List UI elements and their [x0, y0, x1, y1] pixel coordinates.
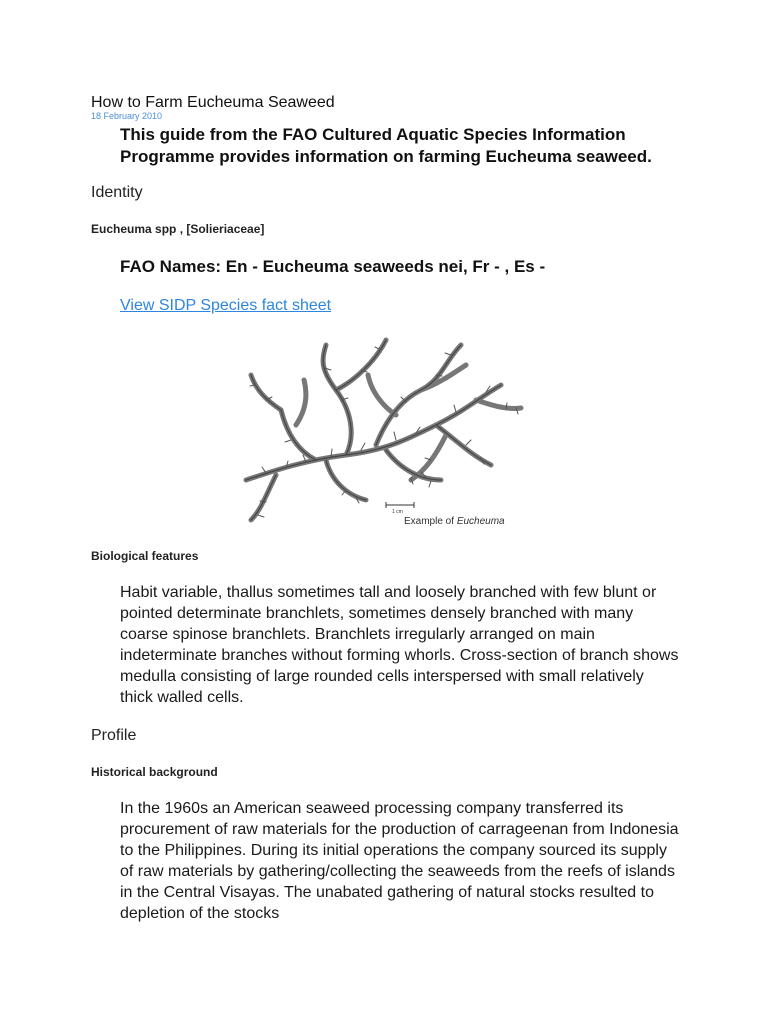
profile-heading: Profile — [91, 727, 137, 744]
article-title: How to Farm Eucheuma Seaweed — [91, 94, 335, 111]
article-lead: This guide from the FAO Cultured Aquatic Species Information Programme provides information on farming Eucheuma seaweed. — [120, 125, 652, 166]
identity-heading: Identity — [91, 184, 143, 201]
caption-species: Eucheuma — [456, 516, 505, 527]
sidp-fact-sheet-link[interactable]: View SIDP Species fact sheet — [120, 297, 332, 314]
caption-prefix: Example of — [404, 516, 455, 527]
historical-background-text: In the 1960s an American seaweed processing company transferred its procurement of raw materials for the production of carrageenan from Indonesia to the Philippines. During its initial operations the company sourced its supply of raw materials by gathering/collecting the seaweeds from the reefs of islands in the Central Visayas. The unabated gathering of natural stocks resulted to depletion of the stocks — [120, 800, 679, 922]
biological-features-text: Habit variable, thallus sometimes tall and loosely branched with few blunt or pointed determinate branchlets, sometimes densely branched with many coarse spinose branchlets. Branchlets irregularly arranged on main indeterminate branches without forming whorls. Cross-section of branch shows medulla consisting of large rounded cells interspersed with small relatively thick walled cells. — [120, 584, 679, 706]
figure-caption — [404, 516, 505, 527]
biological-features-heading: Biological features — [91, 549, 199, 563]
species-name: Eucheuma spp , [Solieriaceae] — [91, 222, 265, 236]
historical-background-heading: Historical background — [91, 765, 218, 779]
scale-label: 1 cm — [392, 509, 403, 515]
article-date: 18 February 2010 — [91, 111, 163, 121]
eucheuma-illustration — [236, 330, 528, 535]
fao-names: FAO Names: En - Eucheuma seaweeds nei, Fr - , Es - — [120, 257, 546, 276]
